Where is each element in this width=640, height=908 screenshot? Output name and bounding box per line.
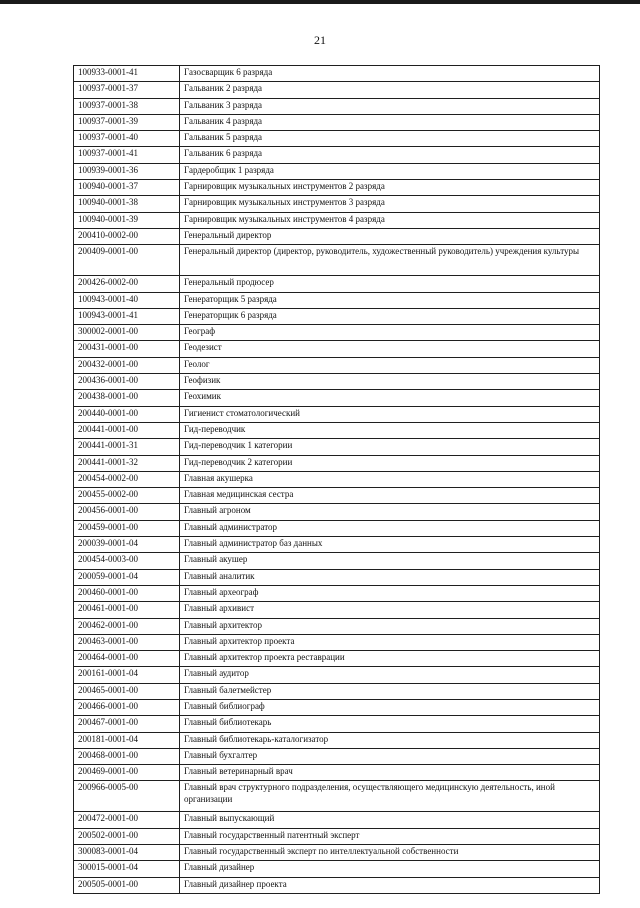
occupation-name-cell: Главный администратор баз данных [180,537,600,553]
occupation-code-cell: 200441-0001-00 [74,422,180,438]
occupation-name-cell: Главный библиотекарь-каталогизатор [180,732,600,748]
occupation-name-cell: Генеральный директор (директор, руководитель, художественный руководитель) учреждения культуры [180,245,600,276]
table-row [74,520,600,536]
table-row [74,812,600,828]
table-row [74,732,600,748]
occupation-code-cell: 200161-0001-04 [74,667,180,683]
occupation-name-cell: Гардеробщик 1 разряда [180,163,600,179]
occupation-name-cell: Главный агроном [180,504,600,520]
table-row [74,357,600,373]
table-row [74,308,600,324]
table-row [74,765,600,781]
occupation-code-cell: 100940-0001-37 [74,180,180,196]
occupation-name-cell: Главный археограф [180,585,600,601]
occupation-code-cell: 200409-0001-00 [74,245,180,276]
occupation-code-cell: 200467-0001-00 [74,716,180,732]
occupation-code-cell: 200463-0001-00 [74,634,180,650]
table-row [74,716,600,732]
table-row [74,325,600,341]
occupation-name-cell: Геофизик [180,374,600,390]
table-row [74,699,600,715]
occupation-code-cell: 100940-0001-38 [74,196,180,212]
occupation-name-cell: Главный ветеринарный врач [180,765,600,781]
table-row [74,196,600,212]
table-row [74,245,600,276]
table-row [74,374,600,390]
table-row [74,618,600,634]
table-row [74,147,600,163]
occupation-name-cell: Гальваник 2 разряда [180,82,600,98]
occupation-name-cell: Геодезист [180,341,600,357]
occupation-name-cell: Геохимик [180,390,600,406]
table-row [74,537,600,553]
table-row [74,276,600,292]
occupation-name-cell: Генеральный директор [180,228,600,244]
occupation-name-cell: Главный государственный эксперт по интеллектуальной собственности [180,845,600,861]
occupation-name-cell: Гальваник 6 разряда [180,147,600,163]
occupation-code-cell: 100937-0001-40 [74,131,180,147]
top-edge-rule [0,0,640,4]
occupation-code-cell: 200426-0002-00 [74,276,180,292]
page-number: 21 [314,33,326,47]
occupation-code-cell: 200966-0005-00 [74,781,180,812]
table-row [74,98,600,114]
occupation-code-cell: 200454-0003-00 [74,553,180,569]
occupation-name-cell: Главная медицинская сестра [180,488,600,504]
occupation-name-cell: Гальваник 5 разряда [180,131,600,147]
occupation-code-cell: 200410-0002-00 [74,228,180,244]
table-row [74,228,600,244]
occupation-code-cell: 200461-0001-00 [74,602,180,618]
occupation-code-cell: 100937-0001-38 [74,98,180,114]
occupation-codes-table [73,65,600,894]
table-row [74,82,600,98]
table-row [74,828,600,844]
occupation-code-cell: 200440-0001-00 [74,406,180,422]
table-row [74,585,600,601]
occupation-code-cell: 200469-0001-00 [74,765,180,781]
occupation-code-cell: 200455-0002-00 [74,488,180,504]
occupation-name-cell: Гарнировщик музыкальных инструментов 2 разряда [180,180,600,196]
table-row [74,504,600,520]
table-row [74,667,600,683]
occupation-name-cell: Главный архивист [180,602,600,618]
occupation-code-cell: 200432-0001-00 [74,357,180,373]
table-row [74,845,600,861]
occupation-code-cell: 200438-0001-00 [74,390,180,406]
occupation-code-cell: 300083-0001-04 [74,845,180,861]
occupation-name-cell: Главный дизайнер проекта [180,877,600,893]
occupation-code-cell: 200466-0001-00 [74,699,180,715]
occupation-name-cell: Генеральный продюсер [180,276,600,292]
table-row [74,66,600,82]
table-row [74,439,600,455]
occupation-name-cell: Генераторщик 5 разряда [180,292,600,308]
occupation-code-cell: 200059-0001-04 [74,569,180,585]
occupation-code-cell: 200431-0001-00 [74,341,180,357]
occupation-name-cell: Геолог [180,357,600,373]
occupation-name-cell: Главный акушер [180,553,600,569]
occupation-code-cell: 200454-0002-00 [74,471,180,487]
table-row [74,553,600,569]
table-row [74,390,600,406]
occupation-name-cell: Гид-переводчик [180,422,600,438]
occupation-name-cell: Географ [180,325,600,341]
occupation-code-cell: 100943-0001-40 [74,292,180,308]
table-row [74,861,600,877]
occupation-code-cell: 200472-0001-00 [74,812,180,828]
occupation-code-cell: 200441-0001-31 [74,439,180,455]
occupation-name-cell: Главный дизайнер [180,861,600,877]
occupation-code-cell: 200502-0001-00 [74,828,180,844]
occupation-name-cell: Главный архитектор проекта [180,634,600,650]
occupation-code-cell: 200441-0001-32 [74,455,180,471]
occupation-name-cell: Главный администратор [180,520,600,536]
table-row [74,114,600,130]
occupation-code-cell: 200456-0001-00 [74,504,180,520]
table-row [74,406,600,422]
occupation-name-cell: Гарнировщик музыкальных инструментов 3 разряда [180,196,600,212]
occupation-name-cell: Главная акушерка [180,471,600,487]
occupation-code-cell: 100933-0001-41 [74,66,180,82]
occupation-name-cell: Гид-переводчик 1 категории [180,439,600,455]
occupation-name-cell: Гарнировщик музыкальных инструментов 4 разряда [180,212,600,228]
table-row [74,471,600,487]
occupation-code-cell: 200460-0001-00 [74,585,180,601]
occupation-code-cell: 200039-0001-04 [74,537,180,553]
occupation-name-cell: Главный архитектор проекта реставрации [180,651,600,667]
table-row [74,341,600,357]
occupation-code-cell: 200465-0001-00 [74,683,180,699]
occupation-code-cell: 200464-0001-00 [74,651,180,667]
occupation-name-cell: Главный аналитик [180,569,600,585]
occupation-code-cell: 100937-0001-41 [74,147,180,163]
table-body [74,66,600,894]
table-row [74,602,600,618]
table-row [74,212,600,228]
table-row [74,683,600,699]
occupation-name-cell: Гигиенист стоматологический [180,406,600,422]
table-row [74,651,600,667]
occupation-code-cell: 200468-0001-00 [74,748,180,764]
occupation-code-cell: 300002-0001-00 [74,325,180,341]
table-row [74,569,600,585]
table-row [74,455,600,471]
occupation-code-cell: 200462-0001-00 [74,618,180,634]
occupation-code-cell: 300015-0001-04 [74,861,180,877]
occupation-code-cell: 200459-0001-00 [74,520,180,536]
table-row [74,180,600,196]
occupation-name-cell: Гид-переводчик 2 категории [180,455,600,471]
occupation-name-cell: Гальваник 4 разряда [180,114,600,130]
table-row [74,488,600,504]
occupation-name-cell: Главный бухгалтер [180,748,600,764]
occupation-name-cell: Главный выпускающий [180,812,600,828]
occupation-name-cell: Газосварщик 6 разряда [180,66,600,82]
table-row [74,163,600,179]
table-row [74,131,600,147]
table-row [74,781,600,812]
occupation-code-cell: 200181-0001-04 [74,732,180,748]
occupation-name-cell: Главный балетмейстер [180,683,600,699]
occupation-code-cell: 100937-0001-37 [74,82,180,98]
occupation-name-cell: Главный врач структурного подразделения, осуществляющего медицинскую деятельность, иной организации [180,781,600,812]
table-row [74,422,600,438]
table-row [74,748,600,764]
table-row [74,292,600,308]
occupation-code-cell: 100939-0001-36 [74,163,180,179]
occupation-name-cell: Главный библиограф [180,699,600,715]
occupation-name-cell: Главный государственный патентный эксперт [180,828,600,844]
occupation-code-cell: 200505-0001-00 [74,877,180,893]
occupation-code-cell: 100943-0001-41 [74,308,180,324]
occupation-name-cell: Главный библиотекарь [180,716,600,732]
table-row [74,634,600,650]
occupation-name-cell: Гальваник 3 разряда [180,98,600,114]
occupation-code-cell: 100940-0001-39 [74,212,180,228]
occupation-code-cell: 100937-0001-39 [74,114,180,130]
occupation-name-cell: Главный аудитор [180,667,600,683]
table-row [74,877,600,893]
occupation-name-cell: Главный архитектор [180,618,600,634]
occupation-name-cell: Генераторщик 6 разряда [180,308,600,324]
occupation-code-cell: 200436-0001-00 [74,374,180,390]
